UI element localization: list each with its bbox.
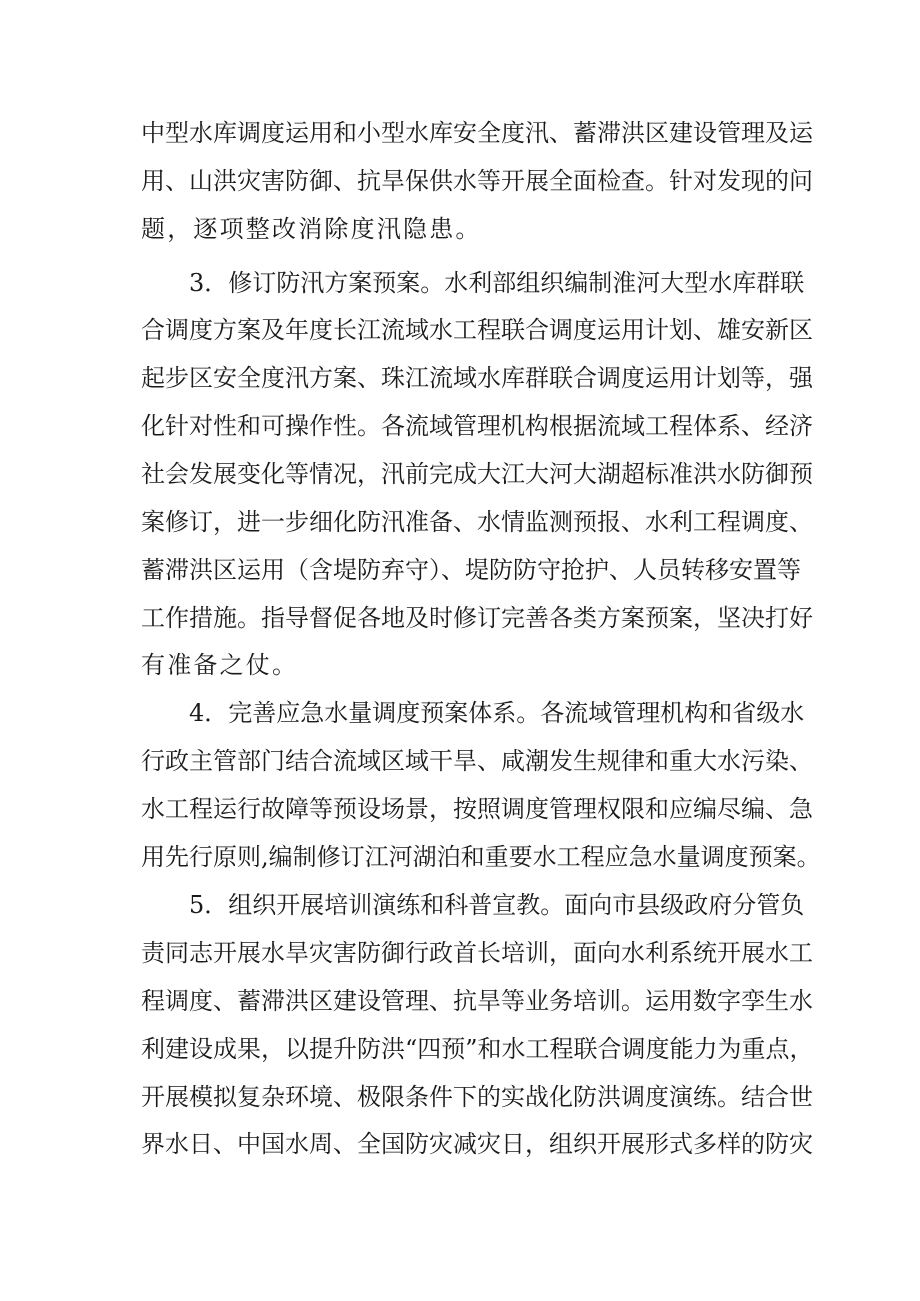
text-line: 开展模拟复杂环境、极限条件下的实战化防洪调度演练。结合世 — [141, 1083, 813, 1111]
text-line: 案修订，进一步细化防汛准备、水情监测预报、水利工程调度、 — [141, 508, 813, 536]
text-line: 合调度方案及年度长江流域水工程联合调度运用计划、雄安新区 — [141, 316, 813, 344]
text-line: 有准备之仗。 — [141, 651, 299, 679]
paragraph-5-first-line: 5．组织开展培训演练和科普宣教。面向市县级政府分管负 — [189, 891, 805, 919]
text-line: 化针对性和可操作性。各流域管理机构根据流域工程体系、经济 — [141, 412, 813, 440]
text-line: 社会发展变化等情况，汛前完成大江大河大湖超标准洪水防御预 — [141, 460, 813, 488]
text-line: 程调度、蓄滞洪区建设管理、抗旱等业务培训。运用数字孪生水 — [141, 987, 813, 1015]
text-line: 起步区安全度汛方案、珠江流域水库群联合调度运用计划等，强 — [141, 364, 813, 392]
text-line: 中型水库调度运用和小型水库安全度汛、蓄滞洪区建设管理及运 — [141, 119, 813, 147]
text-line: 利建设成果，以提升防洪“四预”和水工程联合调度能力为重点， — [141, 1035, 814, 1063]
text-line: 蓄滞洪区运用（含堤防弃守）、堤防防守抢护、人员转移安置等 — [141, 556, 801, 584]
text-line: 题，逐项整改消除度汛隐患。 — [141, 215, 482, 243]
text-line: 用、山洪灾害防御、抗旱保供水等开展全面检查。针对发现的问 — [141, 167, 813, 195]
text-line: 责同志开展水旱灾害防御行政首长培训，面向水利系统开展水工 — [141, 939, 813, 967]
text-line: 行政主管部门结合流域区域干旱、咸潮发生规律和重大水污染、 — [141, 747, 813, 775]
paragraph-4-first-line: 4．完善应急水量调度预案体系。各流域管理机构和省级水 — [189, 699, 805, 727]
paragraph-3-first-line: 3．修订防汛方案预案。水利部组织编制淮河大型水库群联 — [189, 269, 805, 297]
text-line: 水工程运行故障等预设场景，按照调度管理权限和应编尽编、急 — [141, 795, 813, 823]
text-line: 工作措施。指导督促各地及时修订完善各类方案预案，坚决打好 — [141, 604, 813, 632]
text-line: 用先行原则,编制修订江河湖泊和重要水工程应急水量调度预案。 — [141, 843, 821, 871]
text-line: 界水日、中国水周、全国防灾减灾日，组织开展形式多样的防灾 — [141, 1130, 813, 1158]
